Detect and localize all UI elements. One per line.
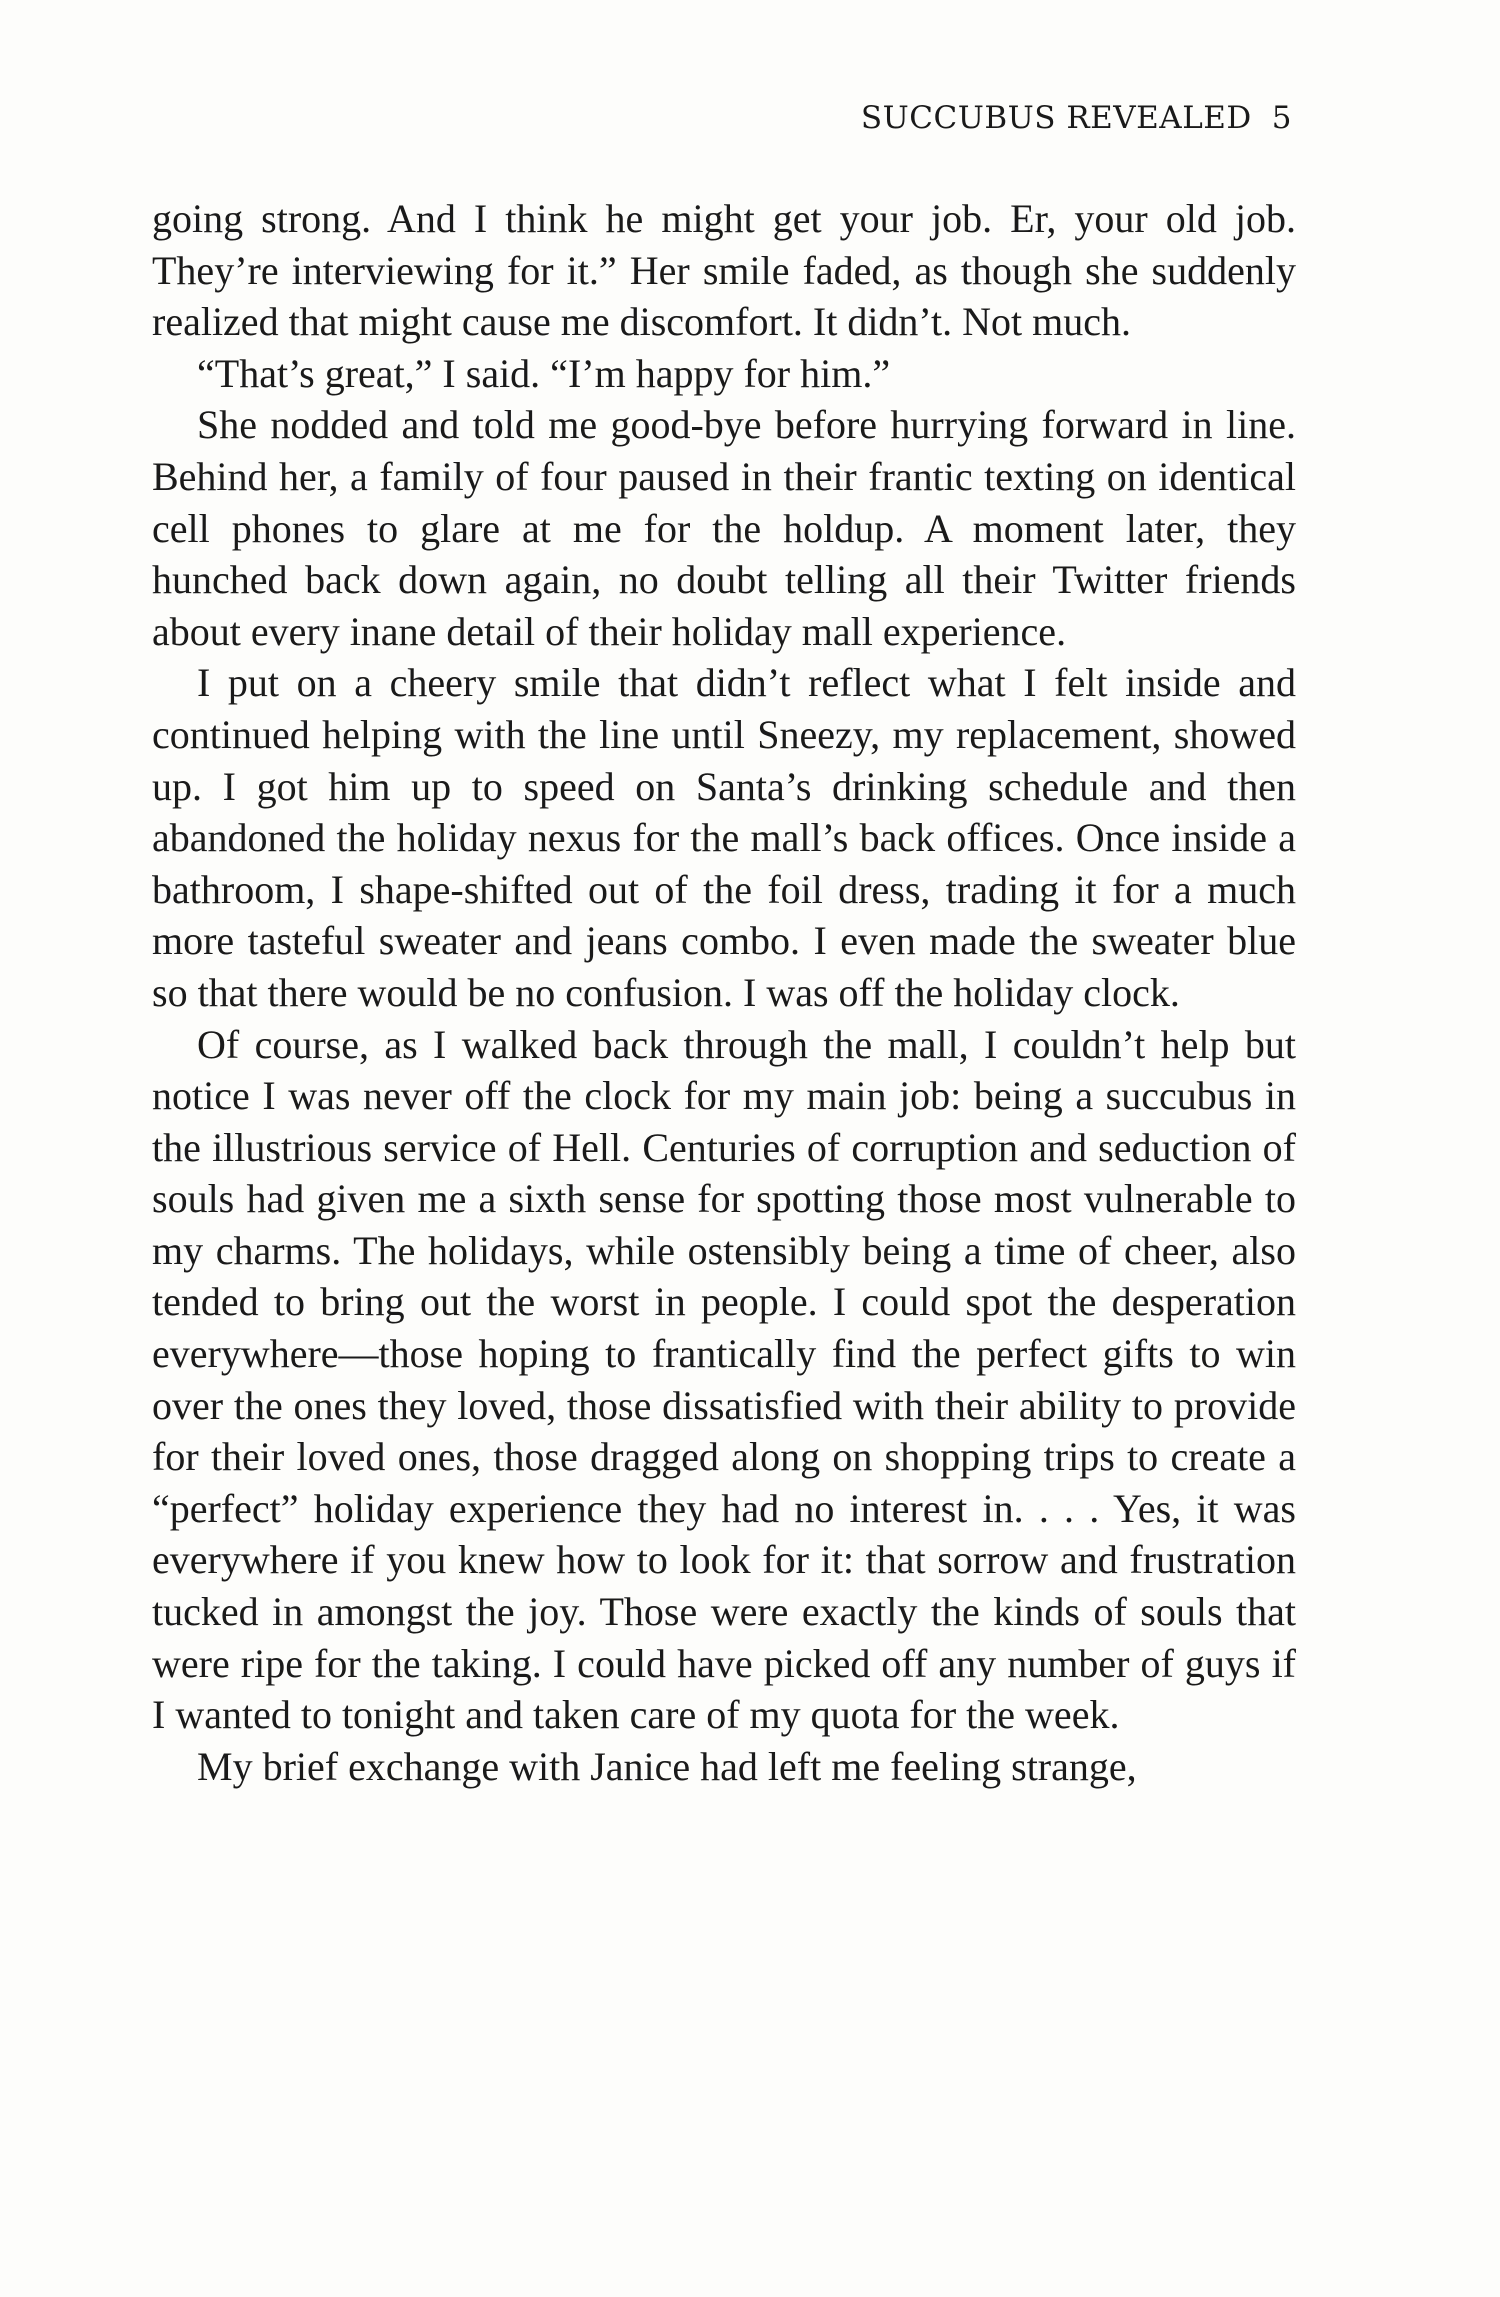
- page-number: 5: [1271, 100, 1292, 136]
- paragraph: My brief exchange with Janice had left me feeling strange,: [197, 1743, 1137, 1789]
- paragraph: Of course, as I walked back through the mall, I couldn’t help but notice I was never off the clock for my main job: being a succubus in the illustrious service of Hell. Centuries of corruption and seduction of souls had given me a sixth sense for spotting those most vulnerable to my charms. The holidays, while ostensibly being a time of cheer, also tended to bring out the worst in people. I could spot the desperation everywhere—those hoping to frantically find the perfect gifts to win over the ones they loved, those dissatisfied with their ability to provide for their loved ones, those dragged along on shopping trips to create a “perfect” holiday experience they had no interest in. . . . Yes, it was everywhere if you knew how to look for it: that sorrow and frustration tucked in amongst the joy. Those were exactly the kinds of souls that were ripe for the taking. I could have picked off any number of guys if I wanted to tonight and taken care of my quota for the week.: [152, 1021, 1296, 1738]
- paragraph: I put on a cheery smile that didn’t reflect what I felt inside and continued helping with the line until Sneezy, my replacement, showed up. I got him up to speed on Santa’s drinking schedule and then abandoned the holiday nexus for the mall’s back offices. Once inside a bathroom, I shape-shifted out of the foil dress, trading it for a much more tasteful sweater and jeans combo. I even made the sweater blue so that there would be no confusion. I was off the holiday clock.: [152, 660, 1296, 1015]
- body-text: [152, 193, 1296, 1792]
- running-title: SUCCUBUS REVEALED: [860, 100, 1252, 136]
- paragraph: She nodded and told me good-bye before hurrying forward in line. Behind her, a family of four paused in their frantic texting on identical cell phones to glare at me for the holdup. A moment later, they hunched back down again, no doubt telling all their Twitter friends about every inane detail of their holiday mall experience.: [152, 402, 1296, 654]
- paragraph-continued: going strong. And I think he might get your job. Er, your old job. They’re interviewing for it.” Her smile faded, as though she suddenly realized that might cause me discomfort. It didn’t. Not much.: [152, 196, 1296, 345]
- paragraph: “That’s great,” I said. “I’m happy for him.”: [197, 350, 891, 396]
- running-head: [861, 100, 1292, 136]
